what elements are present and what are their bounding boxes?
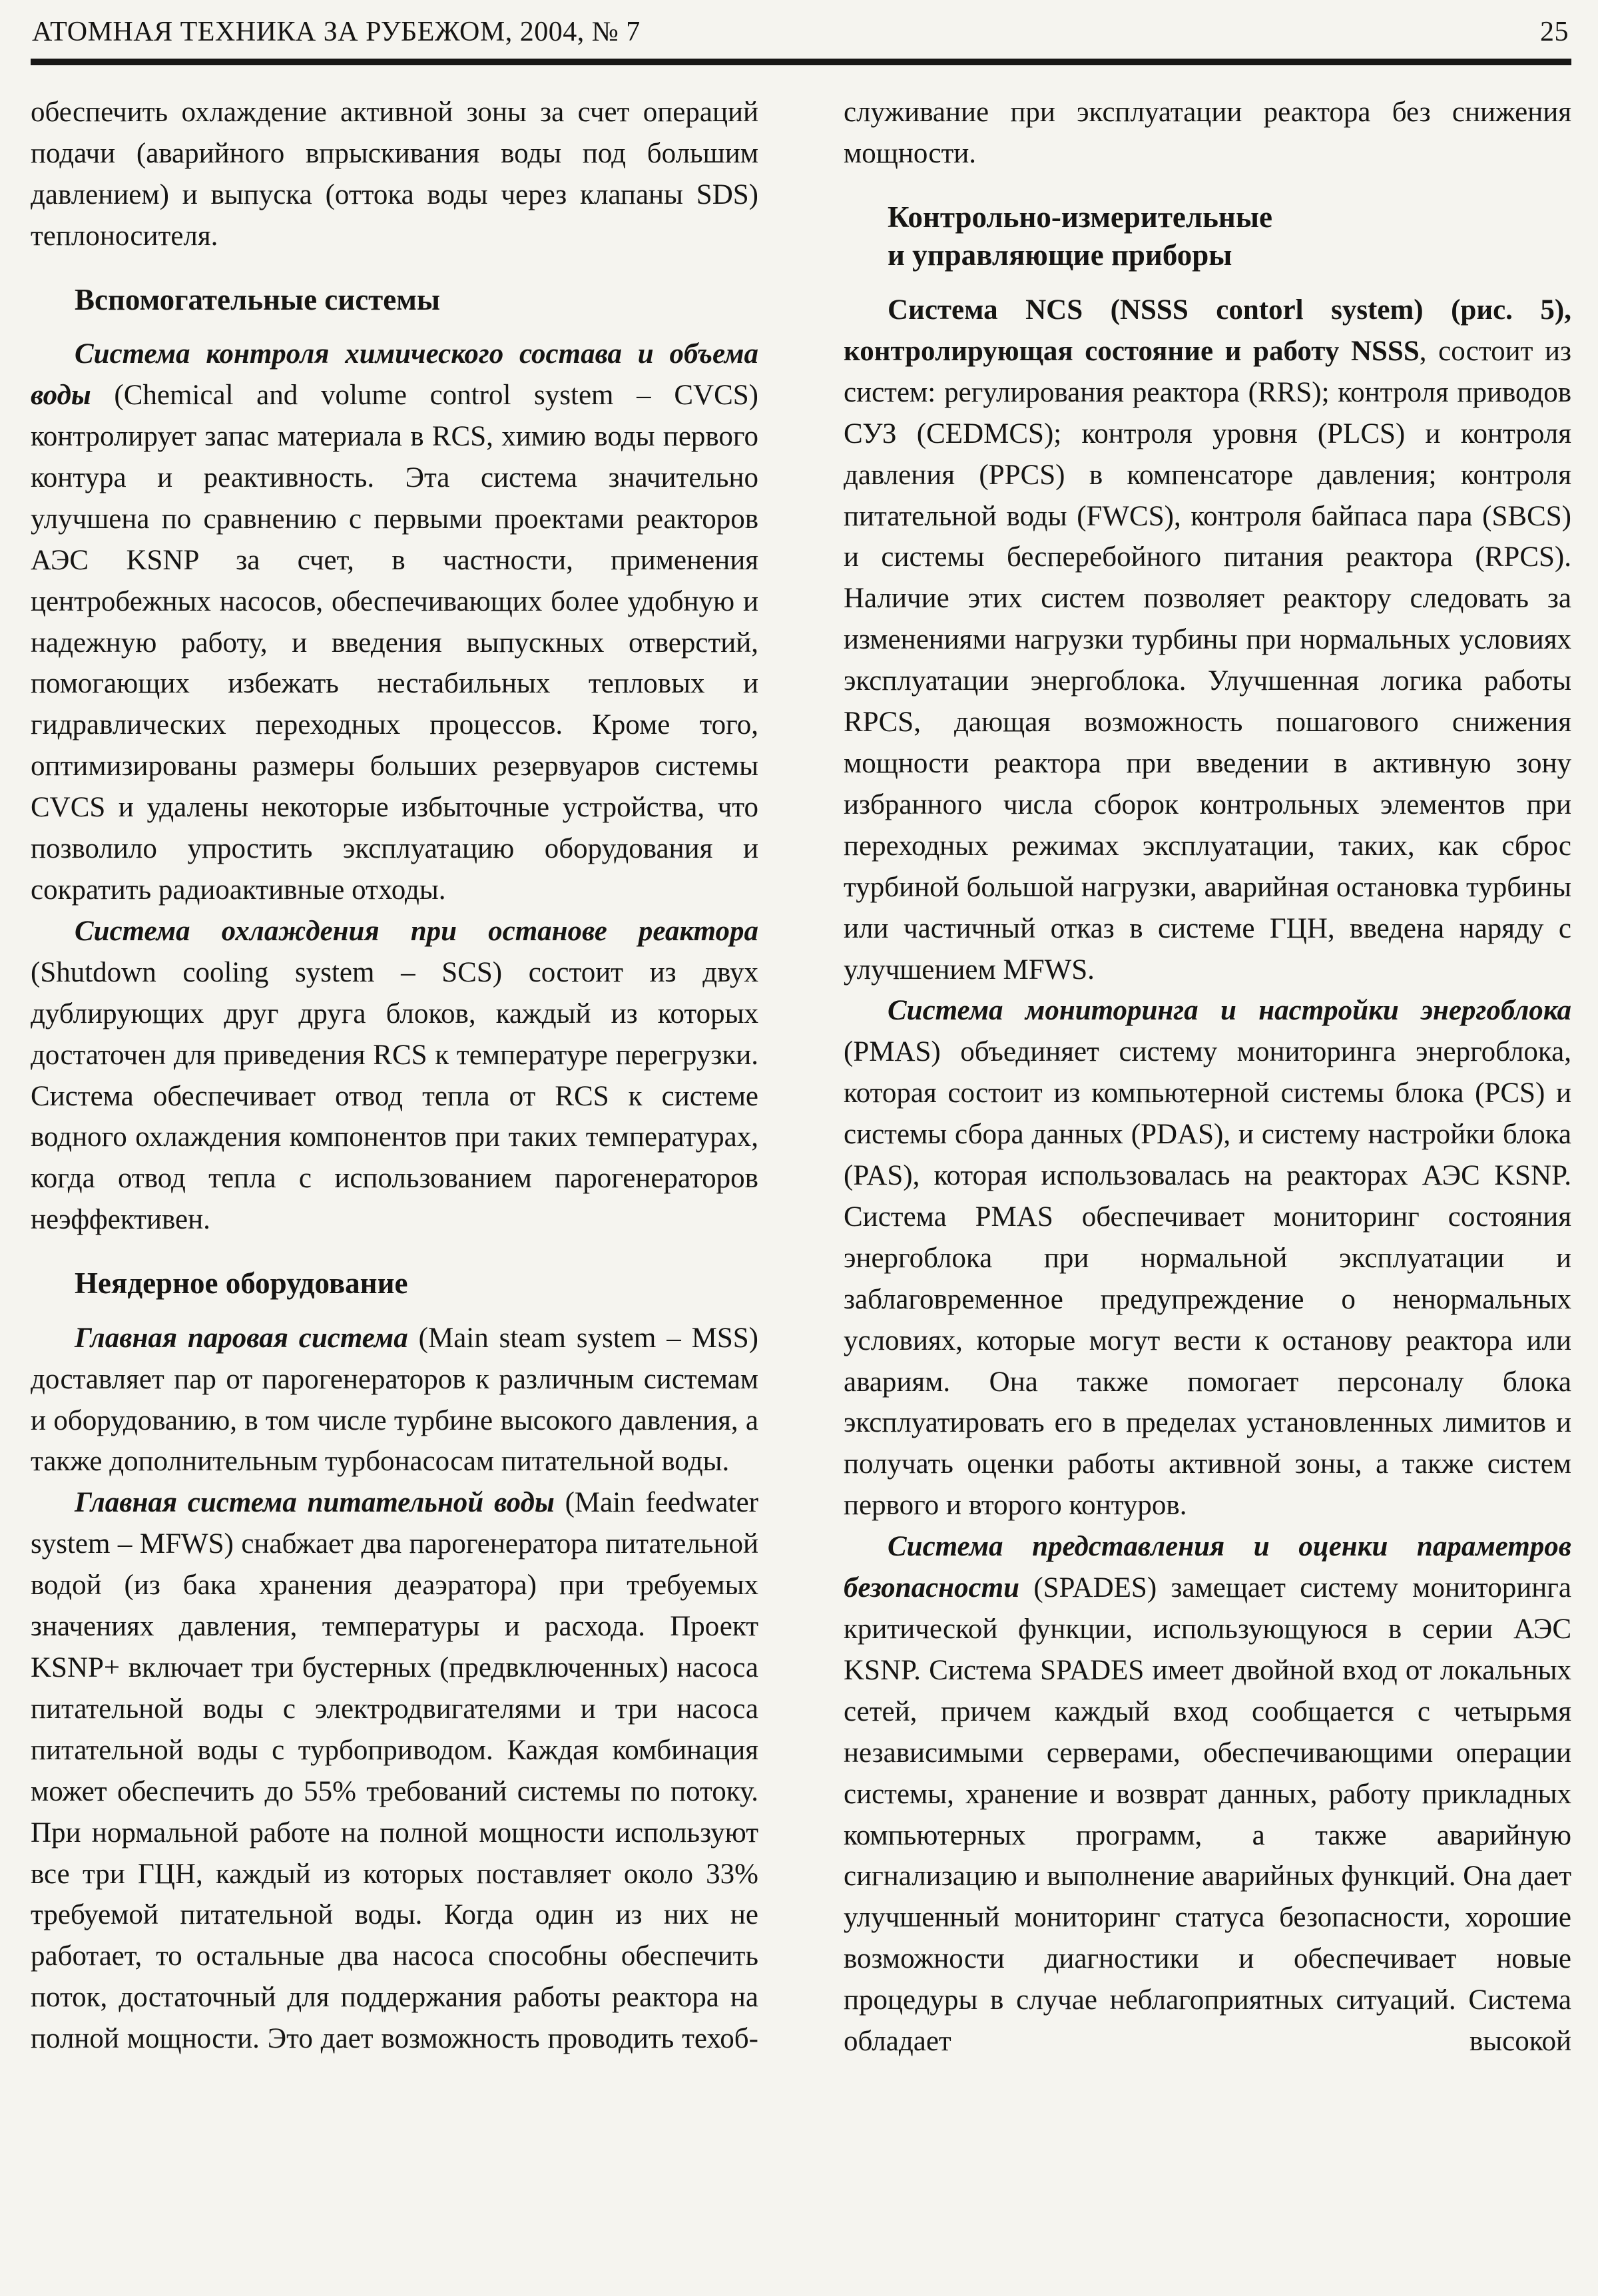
term-lead-mfws: Главная система питательной воды [75, 1487, 555, 1519]
paragraph-text: (Chemical and volume control system – CVCS) контролирует запас материала в RCS, химию воды первого контура и реактивность. Эта система значительно улучшена по сравнению с первыми проектами реакторов АЭС KSNP за счет, в частности, применения центробежных насосов, обеспечивающих более удобную и надежную работу, и введения выпускных отверстий, помогающих избежать нестабильных тепловых и гидравлических переходных процессов. Кроме того, оптимизированы размеры больших резервуаров системы CVCS и удалены некоторые избыточные устройства, что позволило упростить эксплуатацию оборудования и сократить радиоактивные отходы. [31, 380, 758, 906]
paragraph-mss [31, 1318, 758, 1483]
page-number: 25 [1540, 17, 1569, 47]
paragraph-ncs [844, 290, 1571, 990]
paragraph-mfws [31, 1482, 758, 2060]
page-header [31, 11, 1571, 59]
paragraph-continuation: служивание при эксплуатации реактора без снижения мощности. [844, 97, 1571, 169]
paragraph-text: (Shutdown cooling system – SCS) состоит из двух дублирующих друг друга блоков, каждый из которых достаточен для приведения RCS к температуре перегрузки. Система обеспечивает отвод тепла от RCS к системе водного охлаждения компонентов при таких температурах, когда отвод тепла с использованием парогенераторов неэффективен. [31, 956, 758, 1236]
term-lead-pmas: Система мониторинга и настройки энергоблока [888, 995, 1571, 1027]
paragraph-text: (PMAS) объединяет систему мониторинга энергоблока, которая состоит из компьютерной системы блока (PCS) и системы сбора данных (PDAS), и систему настройки блока (PAS), которая использовалась на реакторах АЭС KSNP. Система PMAS обеспечивает мониторинг состояния энергоблока при нормальной эксплуатации и заблаговременное предупреждение о ненормальных условиях, которые могут вести к останову реактора или авариям. Она также помогает персоналу блока эксплуатировать его в пределах установленных лимитов и получать оценки работы активной зоны, а также систем первого и второго контуров. [844, 1036, 1571, 1522]
paragraph-text: , состоит из систем: регулирования реактора (RRS); контроля приводов СУЗ (CEDMCS); контроля уровня (PLCS) и контроля давления (PPCS) в компенсаторе давления; контроля питательной воды (FWCS), контроля байпаса пара (SBCS) и системы бесперебойного питания реактора (RPCS). Наличие этих систем позволяет реактору следовать за изменениями нагрузки турбины при нормальных условиях эксплуатации энергоблока. Улучшенная логика работы RPCS, дающая возможность пошагового снижения мощности реактора при введении в активную зону избранного числа сборок контрольных элементов при переходных режимах эксплуатации, таких, как сброс турбиной большой нагрузки, аварийная остановка турбины или частичный отказ в системе ГЦН, введена наряду с улучшением MFWS. [844, 335, 1571, 986]
paragraph-text: (Main steam system – MSS) доставляет пар от парогенераторов к различным системам и оборудованию, в том числе турбине высокого давления, а также дополнительным турбонасосам питательной воды. [31, 1322, 759, 1478]
section-heading-non-nuclear-equipment: Неядерное оборудование [75, 1267, 408, 1300]
paragraph-spades [844, 1526, 1571, 2062]
paragraph-text: (Main feedwater system – MFWS) снабжает два парогенератора питательной водой (из бака хранения деаэратора) при требуемых значениях давления, температуры и расхода. Проект KSNP+ включает три бустерных (предвключенных) насоса питательной воды с электродвигателями и три насоса питательной воды с турбоприводом. Каждая комбинация может обеспечить до 55% требований системы по потоку. При нормальной работе на полной мощности используют все три ГЦН, каждый из которых поставляет около 33% требуемой питательной воды. Когда один из них не работает, то остальные два насоса способны обеспечить поток, достаточный для поддержания работы реактора на полной мощности. Это дает возможность проводить техоб- [31, 1487, 758, 2055]
section-heading-auxiliary-systems: Вспомогательные системы [75, 282, 441, 316]
heading-line-1: Контрольно-измерительные [888, 200, 1272, 234]
paragraph-scs [31, 911, 758, 1241]
term-lead-mss: Главная паровая система [75, 1322, 408, 1354]
paragraph-pmas [844, 990, 1571, 1526]
heading-line-2: и управляющие приборы [888, 238, 1232, 272]
section-heading-instrumentation-control [888, 198, 1571, 275]
term-lead-spades: Система представления и оценки параметров безопасности [844, 1531, 1571, 1604]
term-lead-scs: Система охлаждения при останове реактора [75, 915, 758, 947]
paragraph-continuation: обеспечить охлаждение активной зоны за счет операций подачи (аварийного впрыскивания воды под большим давлением) и выпуска (оттока воды через клапаны SDS) теплоносителя. [31, 97, 758, 252]
header-rule [31, 59, 1571, 65]
journal-title: АТОМНАЯ ТЕХНИКА ЗА РУБЕЖОМ, 2004, № 7 [32, 17, 641, 47]
paragraph-cvcs [31, 334, 758, 911]
article-body [31, 92, 1571, 2062]
term-lead-cvcs: Система контроля химического состава и объема воды [31, 338, 758, 412]
right-column [844, 92, 1571, 2062]
paragraph-text: (SPADES) замещает систему мониторинга критической функции, использующуюся в серии АЭС KSNP. Система SPADES имеет двойной вход от локальных сетей, причем каждый вход сообщается с четырьмя независимыми серверами, обеспечивающими операции системы, хранение и возврат данных, работу прикладных компьютерных программ, а также аварийную сигнализацию и выполнение аварийных функций. Она дает улучшенный мониторинг статуса безопасности, хорошие возможности диагностики и обеспечивает новые процедуры в случае неблагоприятных ситуаций. Система обладает высокой [844, 1572, 1572, 2058]
term-lead-ncs: Система NCS (NSSS contorl system) (рис. 5), контролирующая состояние и работу NSSS [844, 294, 1571, 367]
left-column [31, 92, 758, 2062]
